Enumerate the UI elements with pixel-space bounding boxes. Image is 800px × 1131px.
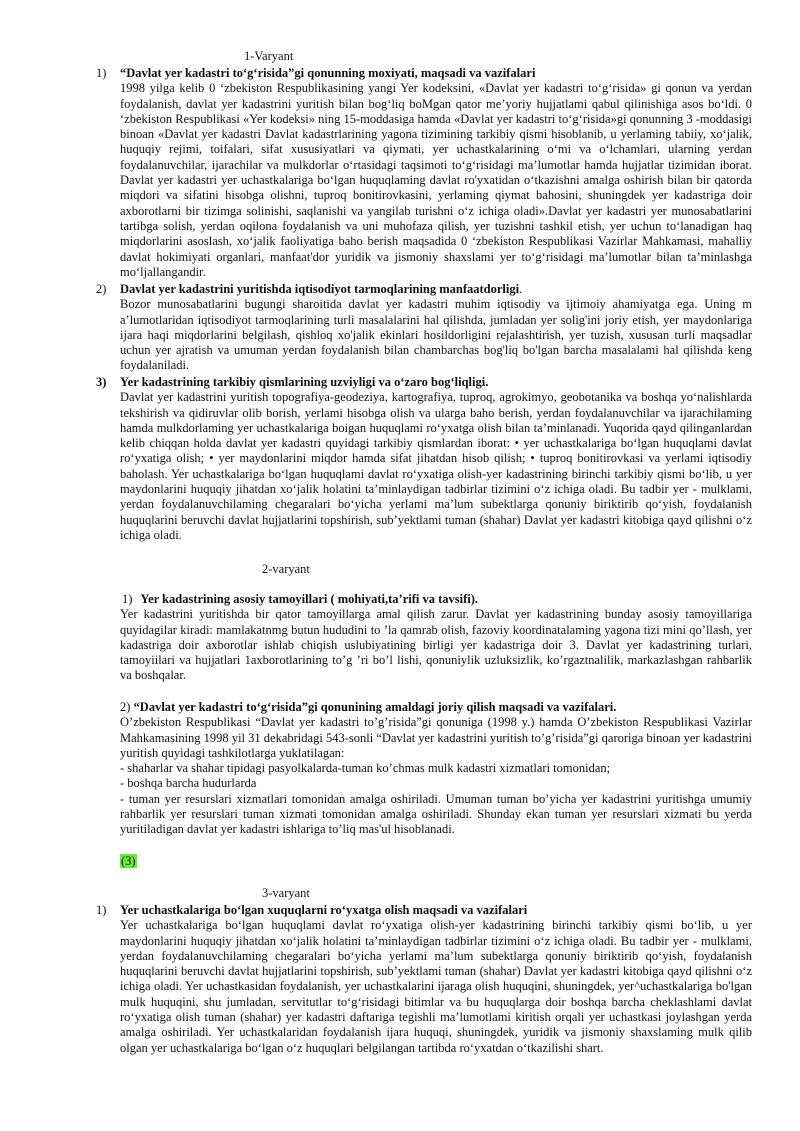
question-heading: “Davlat yer kadastri to‘g‘risida”gi qonunning moxiyati, maqsadi va vazifalari — [120, 66, 536, 80]
question-number: 3) — [96, 375, 107, 389]
question-heading — [120, 592, 752, 607]
question-number: 1) — [96, 903, 107, 917]
highlighted-marker — [120, 854, 137, 869]
answer-line: - shaharlar va shahar tipidagi pasyolkalarda-tuman ko’chmas mulk kadastri xizmatlari tomonidan; — [120, 761, 611, 776]
question-heading — [120, 700, 752, 715]
question-heading-text: Yer kadastrining asosiy tamoyillari ( mohiyati,ta’rifi va tavsifi). — [140, 592, 479, 606]
question-answer: Bozor munosabatlarini bugungi sharoitida davlat yer kadastri muhim iqtisodiy va ijtimoiy ahamiyatga ega. Uning m a’lumotlaridan iqtisodiyot tarmoqlarining turli masalalarini hal qilishda, jumladan yer solig'ini joriy etish, yer maydonlariga ijara haqi miqdorlarini belgilash, qishloq xo'jalik ekinlari hosildorligini rejalashtirish, yer tuzish, xususan turli maqsadlar uchun yer ajratish va umuman yerdan foydalanish bilan chambarchas bog'liq bo'lgan barcha masalalami hal qilishda keng foydalaniladi. — [120, 297, 752, 373]
question-answer: Yer uchastkalariga bo‘lgan huquqlami davlat ro‘yxatiga olish-yer kadastrining birinchi tarkibiy qismi bo‘lib, u yer maydonlarini huquqiy jihatdan xo‘jalik holatini ta’minlaydigan tadbirlar tizimini o‘z ichiga oladi. Bu tadbir yer - mulklami, yerdan foydalanuvchilaming chegaralari bo‘yicha yerlami ma’lum subektlarga qonuniy biriktirib qo‘yish, foydalanish huquqlarini beruvchi davlat hujjatlarini topshirish, sub’yektlami tuman (shahar) Davlat yer kadastri kitobiga qayd qilishni o‘z ichiga oladi. Yer uchastkasidan foydalanish, yer uchastkalarini ijaraga olish huquqini, shuningdek, yer^uchastkalariga bo'lgan mulk huquqini, shu jumladan, servitutlar to‘g‘risidagi bitimlar va bu huquqlarga doir boshqa barcha cheklashlami davlat ro‘yxatiga olish tuman (shahar) yer kadastri daftariga tegishli ma’lumotlami kiritish orqali yer uchastkasi joylashgan yerda amalga oshiriladi. Yer uchastkalaridan foydalanish ijara huquqi, shuningdek, yuridik va jismoniy shaxslaming mulk qilib olgan yer uchastkalariga bo‘lgan o‘z huquqlari belgilangan tartibda ro‘yxatdan o‘tkazilishi shart. — [120, 918, 752, 1055]
question-number: 2) — [96, 282, 107, 296]
question-heading: Yer kadastrining tarkibiy qismlarining uzviyligi va o‘zaro bog‘liqligi. — [120, 375, 489, 389]
question-number: 2) — [120, 700, 131, 714]
question-heading: Yer uchastkalariga bo‘lgan xuquqlarni ro‘yxatga olish maqsadi va vazifalari — [120, 903, 528, 917]
variant-1-title: 1-Varyant — [244, 49, 294, 63]
highlight-text: (3) — [121, 854, 136, 868]
v1-question-2 — [96, 282, 752, 374]
v2-question-1 — [120, 592, 752, 684]
v3-question-1 — [96, 903, 752, 1056]
question-answer: O’zbekiston Respublikasi “Davlat yer kadastri to’g’risida”gi qonuniga (1998 y.) hamda O’zbekiston Respublikasi Vazirlar Mahkamasining 1998 yil 31 dekabridagi 543-sonli “Davlat yer kadastrini yuritish to’g’risida”gi qaroriga binoan yer kadastrini yuritish quyidagi tashkilotlarga yuklatilagan: — [120, 715, 752, 760]
variant-2-title: 2-varyant — [262, 562, 310, 576]
question-answer: Yer kadastrini yuritishda bir qator tamoyillarga amal qilish zarur. Davlat yer kadastrining bunday asosiy tamoyillariga quyidagilar kiradi: mamlakatnmg butun hududini to ’la qamrab olish, fazoviy koordinatalaming yagona tizi mini qo’llash, yer kadastriga doir axborotlar ishlab chiqish uslubiyatining birligi yer kadastriga doir 3. Davlat yer kadastrining turlari, tamoyiilari va hujjatlari 1axborotlarining to’g ’ri bo’l lishi, qonuniylik uzluksizlik, ko’rgaztnalilik, markazlashgan rahbarlik va boshqalar. — [120, 607, 752, 683]
answer-tail: - tuman yer resurslari xizmatlari tomonidan amalga oshiriladi. Umuman tuman bo’yicha yer kadastrini yuritishga umumiy rahbarlik yer resurslari tuman xizmati tomonidan amalga oshiriladi. Shunday ekan tuman yer resurslari xizmati bu yerda yuritiladigan davlat yer kadastri ishlariga to’liq mas'ul hisoblanadi. — [120, 791, 752, 837]
variant-3-title: 3-varyant — [262, 886, 310, 900]
question-heading — [120, 282, 752, 297]
question-heading-text: Davlat yer kadastrini yuritishda iqtisodiyot tarmoqlarining manfaatdorligi — [120, 282, 520, 296]
answer-line: - boshqa barcha hudurlarda — [120, 776, 257, 791]
v1-question-3 — [96, 375, 752, 543]
v2-question-2 — [120, 700, 752, 838]
question-number: 1) — [122, 592, 133, 606]
v1-question-1 — [96, 66, 752, 280]
heading-period: . — [519, 282, 523, 296]
question-heading-text: “Davlat yer kadastri to‘g‘risida”gi qonunining amaldagi joriy qilish maqsadi va vazifalari. — [133, 700, 617, 714]
question-answer: Davlat yer kadastrini yuritish topografiya-geodeziya, kartografiya, tuproq, agrokimyo, geobotanika va boshqa yo‘nalishlarda tekshirish va qidiruvlar olib borish, yerlami hisobga olish va ularga baho berish, yerdan foydalanuvchilar va ijarachilaming hamda mulkdorlaming yer uchastkalariga boigan huquqlami ro‘yxatga olish bilan ta’minlanadi. Yuqorida qayd qilinganlardan kelib chiqqan holda davlat yer kadastri quyidagi tarkibiy qismlardan iborat: • yer uchastkalariga bo‘lgan huquqlami davlat ro‘yxatiga olish; • yer maydonlarini miqdor hamda sifat jihatdan hisob qilish; • tuproq bonitirovkasi va yerlami iqtisodiy baholash. Yer uchastkalariga bo‘lgan huquqlami davlat ro‘yxatiga olish-yer kadastrining birinchi tarkibiy qismi bo‘lib, u yer maydonlarini huquqiy jihatdan xo‘jalik holatini ta’minlaydigan tadbirlar tizimini o‘z ichiga oladi. Bu tadbir yer - mulklami, yerdan foydalanuvchilaming chegaralari bo‘yicha yerlami ma’lum subektlarga qonuniy biriktirib qo‘yish, foydalanish huquqlarini beruvchi davlat hujjatlarini topshirish, sub’yektlami tuman (shahar) Davlat yer kadastri kitobiga qayd qilishni o‘z ichiga oladi. — [120, 390, 752, 542]
question-number: 1) — [96, 66, 107, 80]
question-answer: 1998 yilga kelib 0 ‘zbekiston Respublikasining yangi Yer kodeksini, «Davlat yer kadastri to‘g‘risida» gi qonun va yerdan foydalanish, davlat yer kadastrini yuritish bilan bog‘liq boMgan qator me’yoriy hujjatlami qabul qilinishiga asos bo‘ldi. 0 ‘zbekiston Respublikasi «Yer kodeksi» ning 15-moddasiga hamda «Davlat yer kadastri to‘g‘risida»gi qonunning 3 -moddasigi binoan «Davlat yer kadastri Davlat kadastrlarining yagona tizimining tarkibiy qismi hisoblanib, u yerlaming tabiiy, xo‘jalik, huquqiy rejimi, toifalari, sifat xususiyatlari va qiymati, yer uchastkalarining o‘mi va o‘lchamlari, ularning yerdan foydalanuvchilar, ijarachilar va mulkdorlar o‘rtasidagi taqsimoti to‘g‘risidagi ma’lumotlar hamda hujjatlar tizimidan iborat. Davlat yer kadastri yer uchastkalariga bo‘lgan huquqlaming davlat ro'yxatidan o‘tkazishni amalga oshirish bilan bir qatorda miqdori va sifatini hisobga olishni, tuproq bonitirovkasini, yerlaming qiymat bahosini, shuningdek yer kadastriga doir axborotlarni bir tizimga solinishi, saqlanishi va yangilab turishni o‘z ichiga oladi».Davlat yer kadastri yer munosabatlarini tartibga solish, yerdan oqilona foydalanish va uni muhofaza qilish, yer tuzishni tashkil etish, yer uchun to‘lanadigan haq miqdorlarini asoslash, xo‘jalik faoliyatiga baho berish maqsadida 0 ‘zbekiston Respublikasi Vazirlar Mahkamasi, mahalliy davlat hokimiyati organlari, manfaat'dor yuridik va jismoniy shaxslami yer to‘g‘risidagi ma’lumotlar bilan ta’minlashga mo‘ljallangandir. — [120, 81, 752, 279]
